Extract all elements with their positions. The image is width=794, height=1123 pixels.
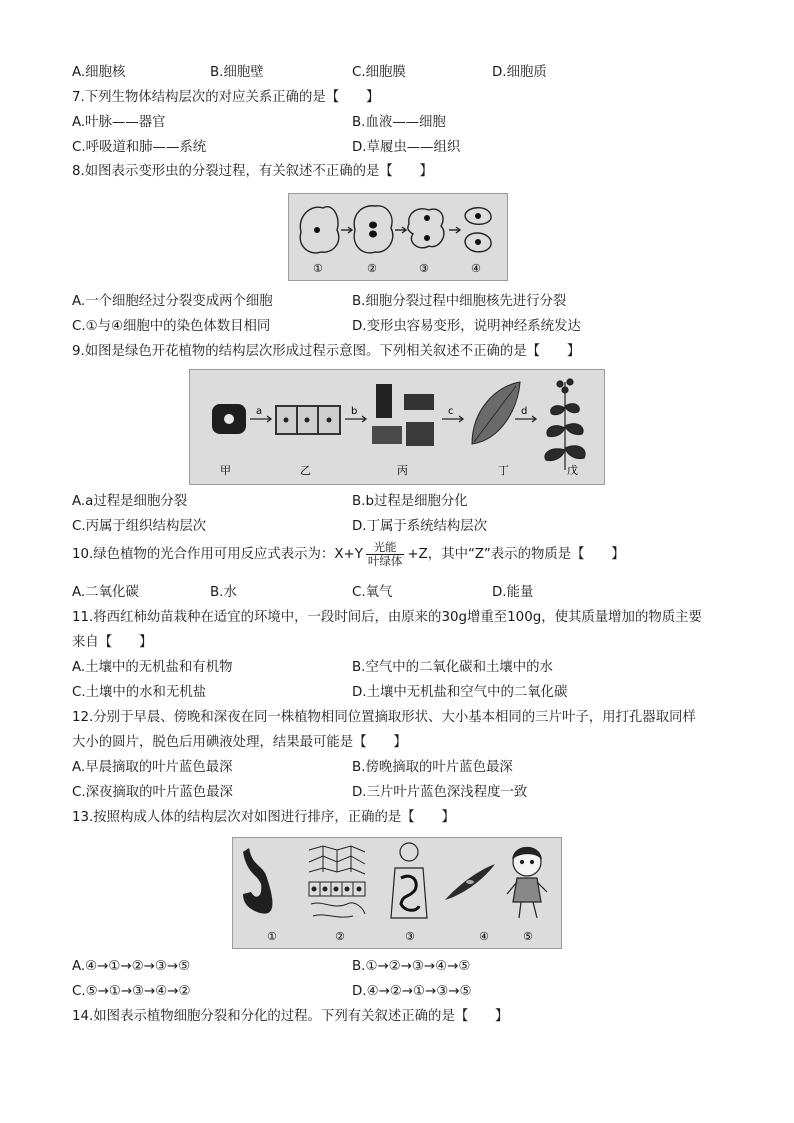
q9-option-c: C.丙属于组织结构层次 [72,519,207,534]
q10-option-d: D.能量 [492,585,534,600]
q11-option-d: D.土壤中无机盐和空气中的二氧化碳 [352,685,568,700]
q7-option-c: C.呼吸道和肺——系统 [72,140,207,155]
amoeba-division-figure [288,193,508,281]
q10-option-a: A.二氧化碳 [72,585,139,600]
arrow-label-d: d [521,406,528,417]
q8-option-d: D.变形虫容易变形，说明神经系统发达 [352,319,581,334]
reaction-condition-top: 光能 [366,541,405,555]
fig13-label-1: ① [267,930,277,943]
reaction-condition-bottom: 叶绿体 [367,553,403,568]
fig8-label-3: ③ [419,262,429,275]
q9-option-b: B.b过程是细胞分化 [352,494,468,509]
q13-stem: 13.按照构成人体的结构层次对如图进行排序，正确的是【 】 [72,810,455,825]
q13-option-a: A.④→①→②→③→⑤ [72,959,191,974]
fig9-label-yi: 乙 [300,464,311,477]
q11-option-c: C.土壤中的水和无机盐 [72,685,207,700]
q12-option-a: A.早晨摘取的叶片蓝色最深 [72,760,233,775]
q8-stem: 8.如图表示变形虫的分裂过程，有关叙述不正确的是【 】 [72,164,433,179]
q10-option-b: B.水 [210,585,237,600]
fig8-label-4: ④ [471,262,481,275]
q11-stem-line1: 11.将西红柿幼苗栽种在适宜的环境中，一段时间后，由原来的30g增重至100g，使其质量增加的物质主要 [72,610,702,625]
q8-option-a: A.一个细胞经过分裂变成两个细胞 [72,294,273,309]
fig9-label-bing: 丙 [397,464,408,477]
q6-option-d: D.细胞质 [492,65,547,80]
arrow-label-a: a [256,406,263,417]
q12-stem-line1: 12.分别于早晨、傍晚和深夜在同一株植物相同位置摘取形状、大小基本相同的三片叶子，用打孔器取同样 [72,710,696,725]
q6-option-c: C.细胞膜 [352,65,406,80]
fig9-label-jia: 甲 [220,464,231,477]
q14-stem: 14.如图表示植物细胞分裂和分化的过程。下列有关叙述正确的是【 】 [72,1009,509,1024]
q12-option-d: D.三片叶片蓝色深浅程度一致 [352,785,528,800]
q12-option-b: B.傍晚摘取的叶片蓝色最深 [352,760,513,775]
q11-option-b: B.空气中的二氧化碳和土壤中的水 [352,660,553,675]
q7-option-d: D.草履虫——组织 [352,140,461,155]
q6-option-a: A.细胞核 [72,65,126,80]
q10-option-c: C.氧气 [352,585,393,600]
q7-option-b: B.血液——细胞 [352,115,446,130]
q7-option-a: A.叶脉——器官 [72,115,166,130]
fig9-label-ding: 丁 [498,464,509,477]
q13-option-c: C.⑤→①→③→④→② [72,984,191,999]
fig13-label-4: ④ [479,930,489,943]
fig13-label-5: ⑤ [523,930,533,943]
fig13-label-3: ③ [405,930,415,943]
q10-stem [72,540,625,570]
q12-option-c: C.深夜摘取的叶片蓝色最深 [72,785,233,800]
q8-option-b: B.细胞分裂过程中细胞核先进行分裂 [352,294,567,309]
plant-structure-figure [189,369,605,485]
fig9-label-wu: 戊 [567,464,578,477]
human-structure-figure [232,837,562,949]
q13-option-b: B.①→②→③→④→⑤ [352,959,471,974]
q9-option-d: D.丁属于系统结构层次 [352,519,488,534]
q10-stem-after: +Z，其中“Z”表示的物质是【 】 [407,547,625,562]
q9-stem: 9.如图是绿色开花植物的结构层次形成过程示意图。下列相关叙述不正确的是【 】 [72,344,581,359]
arrow-label-b: b [351,406,358,417]
q10-stem-before: 10.绿色植物的光合作用可用反应式表示为：X+Y [72,547,363,562]
q12-stem-line2: 大小的圆片，脱色后用碘液处理，结果最可能是【 】 [72,735,407,750]
fig8-label-1: ① [313,262,323,275]
q7-stem: 7.下列生物体结构层次的对应关系正确的是【 】 [72,90,380,105]
fig13-label-2: ② [335,930,345,943]
q9-option-a: A.a过程是细胞分裂 [72,494,188,509]
q6-option-b: B.细胞壁 [210,65,264,80]
fig8-label-2: ② [367,262,377,275]
reaction-condition [366,541,405,568]
q11-option-a: A.土壤中的无机盐和有机物 [72,660,233,675]
q11-stem-line2: 来自【 】 [72,635,153,650]
q13-option-d: D.④→②→①→③→⑤ [352,984,472,999]
arrow-label-c: c [448,406,454,417]
q8-option-c: C.①与④细胞中的染色体数目相同 [72,319,271,334]
